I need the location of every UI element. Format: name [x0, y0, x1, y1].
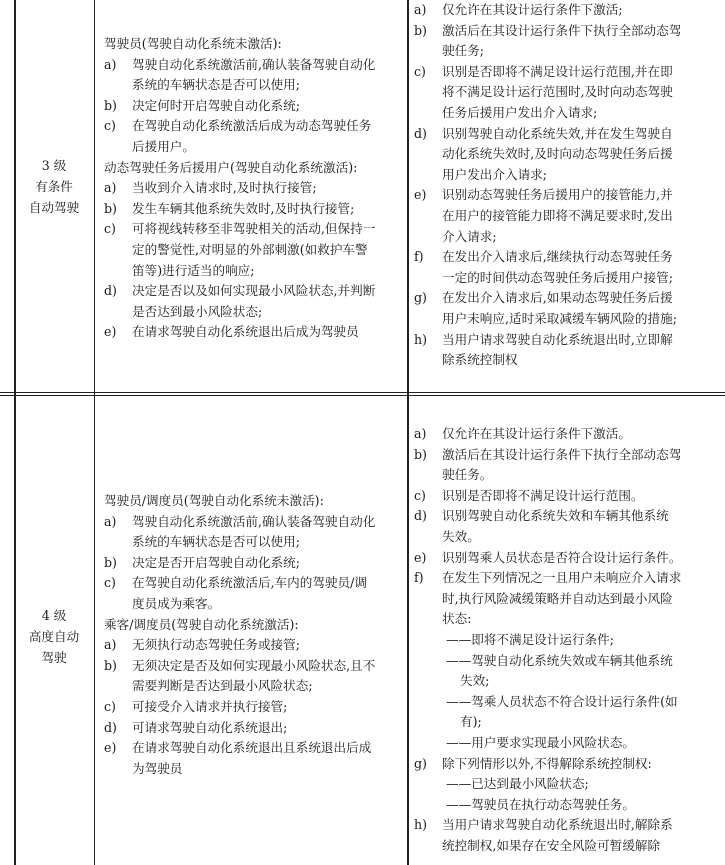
item-text: 识别是否即将不满足设计运行范围,并在即: [442, 63, 673, 79]
item-text: 可将视线转移至非驾驶相关的活动,但保持一: [132, 221, 376, 237]
item-marker: b): [104, 554, 117, 570]
user-role-cell: [104, 491, 400, 779]
item-marker: b): [414, 22, 427, 38]
list-item: [414, 568, 714, 589]
item-continuation: 统控制权,如果存在安全风险可暂缓解除: [442, 837, 661, 853]
list-item: [414, 815, 714, 836]
item-text: 激活后在其设计运行条件下执行全部动态驾: [442, 22, 682, 38]
list-item: [414, 754, 714, 775]
dash-continuation: 失效;: [460, 673, 490, 689]
item-text: 在驾驶自动化系统激活后,车内的驾驶员/调: [132, 575, 367, 591]
list-item: [414, 330, 714, 351]
item-marker: a): [104, 180, 117, 196]
item-continuation: 状态:: [442, 611, 472, 627]
item-marker: c): [104, 575, 116, 591]
list-item: [104, 199, 400, 220]
item-continuation: 笛等)进行适当的响应;: [132, 262, 255, 278]
list-item: [104, 512, 400, 533]
dash-item: ——即将不满足设计运行条件;: [446, 631, 614, 647]
list-item: [414, 486, 714, 507]
item-text: 除下列情形以外,不得解除系统控制权:: [442, 755, 652, 771]
item-marker: h): [414, 817, 428, 833]
role-heading: 动态驾驶任务后援用户(驾驶自动化系统激活):: [104, 159, 358, 175]
item-text: 驾驶自动化系统激活前,确认装备驾驶自动化: [132, 513, 376, 529]
list-item: [104, 738, 400, 759]
list-item: [414, 506, 714, 527]
item-marker: a): [104, 513, 117, 529]
item-continuation: 为驾驶员: [132, 760, 183, 776]
role-heading: 乘客/调度员(驾驶自动化系统激活):: [104, 616, 299, 632]
table-border-left: [14, 0, 16, 865]
level-number: 3 级: [41, 158, 67, 173]
item-text: 识别驾乘人员状态是否符合设计运行条件。: [442, 549, 682, 565]
dash-item: ——驾驶自动化系统失效或车辆其他系统: [446, 652, 673, 668]
item-marker: f): [414, 249, 424, 265]
item-marker: b): [104, 657, 117, 673]
item-marker: e): [414, 187, 427, 203]
list-item: [104, 656, 400, 677]
system-role-cell: [414, 424, 714, 856]
item-text: 决定是否开启驾驶自动化系统;: [132, 554, 300, 570]
row-separator: [0, 392, 725, 393]
level-number: 4 级: [41, 608, 67, 623]
item-continuation: 动化系统失效时,及时向动态驾驶任务后援: [442, 146, 673, 162]
item-marker: c): [414, 487, 426, 503]
item-marker: c): [104, 698, 116, 714]
item-text: 当用户请求驾驶自动化系统退出时,解除系: [442, 817, 673, 833]
item-marker: d): [414, 125, 427, 141]
user-role-cell: [104, 34, 400, 343]
list-item: [104, 635, 400, 656]
item-marker: g): [414, 290, 427, 306]
item-marker: b): [104, 200, 117, 216]
list-item: [104, 553, 400, 574]
item-text: 激活后在其设计运行条件下执行全部动态驾: [442, 446, 682, 462]
item-continuation: 后援用户。: [132, 138, 195, 154]
list-item: [104, 219, 400, 240]
list-item: [104, 322, 400, 343]
level-4-label: [14, 605, 94, 668]
item-continuation: 介入请求;: [442, 228, 497, 244]
table-divider-2: [407, 0, 409, 865]
item-continuation: 驶任务。: [442, 467, 493, 483]
item-text: 无须执行动态驾驶任务或接管;: [132, 637, 300, 653]
item-continuation: 失效。: [442, 528, 480, 544]
dash-item: ——驾乘人员状态不符合设计运行条件(如: [446, 693, 678, 709]
level-name-line1: 有条件: [35, 179, 73, 194]
item-text: 在发生下列情况之一且用户未响应介入请求: [442, 570, 682, 586]
level-3-label: [14, 155, 94, 218]
item-marker: g): [414, 755, 427, 771]
item-text: 识别动态驾驶任务后援用户的接管能力,并: [442, 187, 673, 203]
dash-item: ——已达到最小风险状态;: [446, 776, 589, 792]
item-continuation: 度员成为乘客。: [132, 595, 221, 611]
item-text: 在发出介入请求后,继续执行动态驾驶任务: [442, 249, 673, 265]
item-continuation: 是否达到最小风险状态;: [132, 303, 263, 319]
item-marker: d): [104, 283, 117, 299]
table-divider-1: [94, 0, 95, 865]
item-marker: d): [414, 508, 427, 524]
item-continuation: 任务后援用户发出介入请求;: [442, 104, 598, 120]
item-text: 可接受介入请求并执行接管;: [132, 698, 288, 714]
list-item: [414, 124, 714, 145]
item-continuation: 一定的时间供动态驾驶任务后援用户接管;: [442, 269, 673, 285]
role-heading: 驾驶员/调度员(驾驶自动化系统未激活):: [104, 493, 324, 508]
item-text: 决定是否以及如何实现最小风险状态,并判断: [132, 283, 376, 299]
item-marker: c): [414, 63, 426, 79]
list-item: [414, 424, 714, 445]
item-marker: e): [104, 740, 117, 756]
item-marker: a): [104, 637, 117, 653]
row-separator-2: [0, 395, 725, 396]
item-text: 发生车辆其他系统失效时,及时执行接管;: [132, 200, 355, 216]
item-marker: e): [414, 549, 427, 565]
item-marker: a): [104, 56, 117, 72]
system-role-cell: [414, 0, 714, 371]
item-marker: c): [104, 118, 116, 134]
role-heading: 驾驶员(驾驶自动化系统未激活):: [104, 36, 282, 51]
list-item: [104, 573, 400, 594]
item-marker: d): [104, 719, 117, 735]
item-marker: f): [414, 570, 424, 586]
item-text: 仅允许在其设计运行条件下激活。: [442, 426, 631, 441]
item-continuation: 时,执行风险减缓策略并自动达到最小风险: [442, 590, 673, 606]
item-text: 识别驾驶自动化系统失效,并在发生驾驶自: [442, 125, 673, 141]
item-text: 无须决定是否及如何实现最小风险状态,且不: [132, 657, 376, 673]
dash-continuation: 有);: [460, 714, 482, 730]
item-marker: c): [104, 221, 116, 237]
item-continuation: 用户发出介入请求;: [442, 166, 547, 182]
list-item: [104, 116, 400, 137]
list-item: [414, 247, 714, 268]
item-continuation: 在用户的接管能力即将不满足要求时,发出: [442, 207, 673, 223]
list-item: [104, 96, 400, 117]
item-marker: a): [414, 426, 427, 441]
item-continuation: 将不满足设计运行范围时,及时向动态驾驶: [442, 84, 673, 100]
item-text: 在驾驶自动化系统激活后成为动态驾驶任务: [132, 118, 372, 134]
level-name-line2: 自动驾驶: [28, 200, 80, 215]
item-text: 当收到介入请求时,及时执行接管;: [132, 180, 317, 196]
list-item: [414, 548, 714, 569]
list-item: [414, 288, 714, 309]
list-item: [414, 445, 714, 466]
list-item: [104, 55, 400, 76]
item-continuation: 系统的车辆状态是否可以使用;: [132, 77, 300, 93]
list-item: [104, 178, 400, 199]
item-marker: h): [414, 331, 428, 347]
item-continuation: 需要判断是否达到最小风险状态;: [132, 678, 313, 694]
item-text: 决定何时开启驾驶自动化系统;: [132, 97, 300, 113]
list-item: [414, 185, 714, 206]
item-marker: b): [104, 97, 117, 113]
item-text: 在发出介入请求后,如果动态驾驶任务后援: [442, 290, 673, 306]
item-text: 识别是否即将不满足设计运行范围。: [442, 487, 644, 503]
list-item: [104, 697, 400, 718]
item-text: 识别驾驶自动化系统失效和车辆其他系统: [442, 508, 669, 524]
item-continuation: 用户未响应,适时采取减缓车辆风险的措施;: [442, 310, 677, 326]
list-item: [414, 21, 714, 42]
item-continuation: 系统的车辆状态是否可以使用;: [132, 534, 300, 550]
list-item: [104, 281, 400, 302]
level-name-line2: 驾驶: [41, 650, 67, 665]
list-item: [414, 62, 714, 83]
level-name-line1: 高度自动: [28, 629, 80, 644]
item-marker: a): [414, 2, 427, 17]
item-marker: b): [414, 446, 427, 462]
list-item: [414, 0, 714, 21]
dash-item: ——驾驶员在执行动态驾驶任务。: [446, 796, 635, 812]
item-text: 在请求驾驶自动化系统退出后成为驾驶员: [132, 324, 359, 340]
item-text: 仅允许在其设计运行条件下激活;: [442, 2, 623, 17]
item-text: 在请求驾驶自动化系统退出且系统退出后成: [132, 740, 372, 756]
item-text: 当用户请求驾驶自动化系统退出时,立即解: [442, 331, 673, 347]
item-marker: e): [104, 324, 117, 340]
list-item: [104, 718, 400, 739]
dash-item: ——用户要求实现最小风险状态。: [446, 734, 635, 750]
item-text: 驾驶自动化系统激活前,确认装备驾驶自动化: [132, 56, 376, 72]
item-text: 可请求驾驶自动化系统退出;: [132, 719, 288, 735]
item-continuation: 驶任务;: [442, 43, 485, 59]
item-continuation: 除系统控制权: [442, 352, 518, 368]
item-continuation: 定的警觉性,对明显的外部刺激(如救护车警: [132, 241, 368, 257]
